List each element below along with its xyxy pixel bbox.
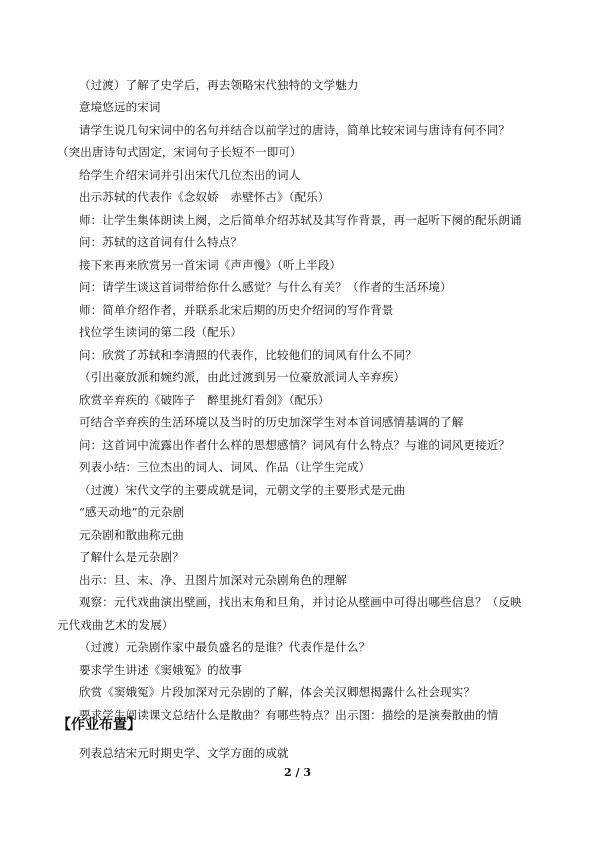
section-heading-homework: 【作业布置】 <box>57 717 141 733</box>
text-line-25: 元代戏曲艺术的发展） <box>57 618 174 632</box>
text-line-22: 了解什么是元杂剧？ <box>79 550 184 564</box>
text-line-10: 问：请学生谈这首词带给你什么感觉？与什么有关？（作者的生活环境） <box>79 280 452 294</box>
text-line-13: 问：欣赏了苏轼和李清照的代表作，比较他们的词风有什么不同？ <box>79 348 417 362</box>
text-line-5: 给学生介绍宋词并引出宋代几位杰出的词人 <box>79 168 301 182</box>
text-line-2: 意境悠远的宋词 <box>79 100 161 114</box>
text-line-28: 欣赏《窦娥冤》片段加深对元杂剧的了解，体会关汉卿想揭露什么社会现实？ <box>79 685 476 699</box>
text-line-17: 问：这首词中流露出作者什么样的思想感情？词风有什么特点？与谁的词风更接近？ <box>79 438 511 452</box>
page-number: 2 / 3 <box>284 766 311 779</box>
text-line-20: “感天动地”的元杂剧 <box>79 505 185 519</box>
text-line-4: （突出唐诗句式固定，宋词句子长短不一即可） <box>57 145 302 159</box>
text-line-12: 找位学生读词的第二段（配乐） <box>79 325 243 339</box>
text-line-27: 要求学生讲述《窦娥冤》的故事 <box>79 663 243 677</box>
text-line-15: 欣赏辛弃疾的《破阵子 醉里挑灯看剑》（配乐） <box>79 393 330 407</box>
text-line-6: 出示苏轼的代表作《念奴娇 赤壁怀古》（配乐） <box>79 190 330 204</box>
text-line-8: 问：苏轼的这首词有什么特点？ <box>79 235 243 249</box>
text-line-16: 可结合辛弃疾的生活环境以及当时的历史加深学生对本首词感情基调的了解 <box>79 415 464 429</box>
text-line-18: 列表小结：三位杰出的词人、词风、作品（让学生完成） <box>79 460 371 474</box>
text-line-14: （引出豪放派和婉约派，由此过渡到另一位豪放派词人辛弃疾） <box>79 370 406 384</box>
text-line-7: 师：让学生集体朗读上阕，之后简单介绍苏轼及其写作背景，再一起听下阕的配乐朗诵 <box>79 213 522 227</box>
text-line-1: （过渡）了解了史学后，再去领略宋代独特的文学魅力 <box>79 78 359 92</box>
text-line-23: 出示：旦、末、净、丑图片加深对元杂剧角色的理解 <box>79 573 347 587</box>
text-line-11: 师：简单介绍作者，并联系北宋后期的历史介绍词的写作背景 <box>79 303 394 317</box>
text-line-21: 元杂剧和散曲称元曲 <box>79 528 184 542</box>
text-line-19: （过渡）宋代文学的主要成就是词，元朝文学的主要形式是元曲 <box>79 483 406 497</box>
homework-line: 列表总结宋元时期史学、文学方面的成就 <box>79 746 289 760</box>
text-line-26: （过渡）元杂剧作家中最负盛名的是谁？代表作是什么？ <box>79 640 371 654</box>
text-line-3: 请学生说几句宋词中的名句并结合以前学过的唐诗，简单比较宋词与唐诗有何不同？ <box>79 123 511 137</box>
text-line-24: 观察：元代戏曲演出壁画，找出末角和旦角，并讨论从壁画中可得出哪些信息？（反映 <box>79 595 522 609</box>
text-line-29: 要求学生阅读课文总结什么是散曲？有哪些特点？出示图：描绘的是演奏散曲的情 <box>79 708 499 722</box>
text-line-9: 接下来再来欣赏另一首宋词《声声慢》（听上半段） <box>79 258 342 272</box>
